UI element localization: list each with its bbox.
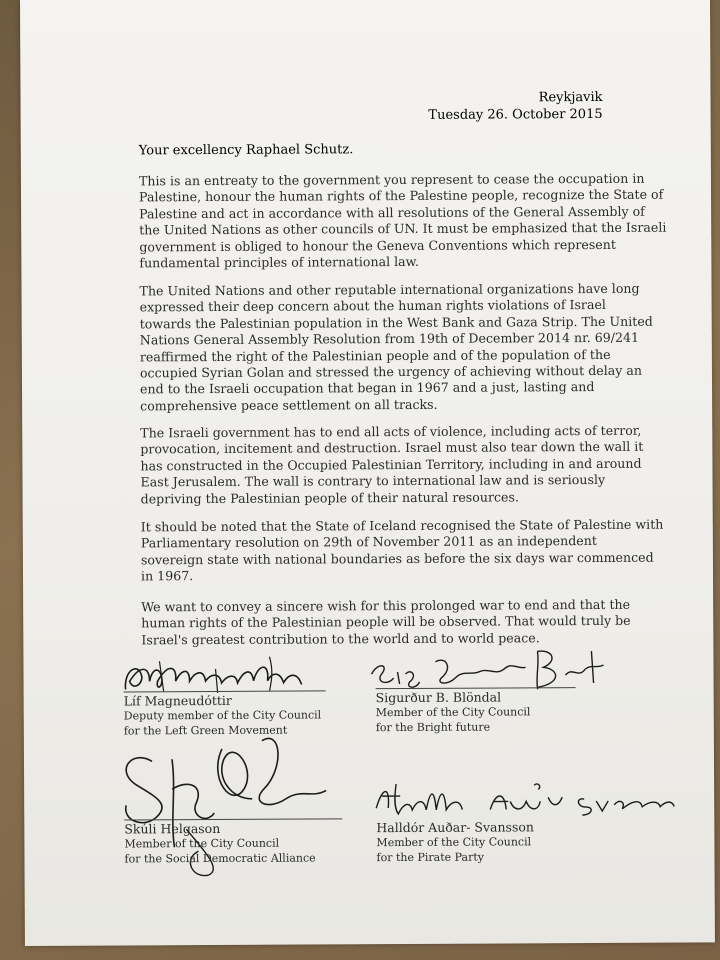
place-date-block xyxy=(370,89,602,124)
signatory-role: Deputy member of the City Council xyxy=(123,708,322,723)
text-line: Israel's greatest contribution to the world and to world peace. xyxy=(141,630,540,648)
signatory-role: Member of the City Council xyxy=(124,836,280,851)
place: Reykjavik xyxy=(538,89,603,106)
signatory-role: Member of the City Council xyxy=(376,835,532,850)
text-line: occupied Syrian Golan and stressed the urgency of achieving without delay an xyxy=(139,362,643,381)
date: Tuesday 26. October 2015 xyxy=(428,106,603,123)
signatory-party: for the Bright future xyxy=(375,720,491,735)
text-line: It should be noted that the State of Iceland recognised the State of Palestine with xyxy=(140,516,664,535)
paragraph-4 xyxy=(140,516,664,585)
text-line: in 1967. xyxy=(140,568,194,584)
paragraph-1 xyxy=(138,170,667,272)
text-line: reaffirmed the right of the Palestinian people and of the population of the xyxy=(139,346,611,365)
signatory-party: for the Pirate Party xyxy=(376,850,485,865)
signatory-name: Halldór Auðar- Svansson xyxy=(376,819,534,836)
text-line: East Jerusalem. The wall is contrary to international law and is seriously xyxy=(140,472,606,490)
text-line: This is an entreaty to the government you represent to cease the occupation in xyxy=(138,170,645,189)
text-line: The Israeli government has to end all acts of violence, including acts of terror, xyxy=(140,422,642,441)
letter-page xyxy=(20,0,715,946)
text-line: provocation, incitement and destruction. Israel must also tear down the wall it xyxy=(140,439,644,457)
signatory-name: Skúli Helgason xyxy=(124,820,221,837)
text-line: We want to convey a sincere wish for this prolonged war to end and that the xyxy=(141,596,631,615)
signature-halldor xyxy=(370,777,680,823)
paragraph-3 xyxy=(140,422,644,508)
text-line: sovereign state with national boundaries as before the six days war commenced xyxy=(140,549,654,568)
text-line: The United Nations and other reputable international organizations have long xyxy=(139,280,640,299)
text-line: human rights of the Palestinian people will be observed. That would truly be xyxy=(141,613,631,631)
signatory-party: for the Social Democratic Alliance xyxy=(124,851,316,866)
text-line: comprehensive peace settlement on all tracks. xyxy=(140,396,438,414)
signatory-name: Líf Magneudóttir xyxy=(123,692,232,709)
text-line: depriving the Palestinian people of their natural resources. xyxy=(140,489,519,507)
text-line: government is obliged to honour the Geneva Conventions which represent xyxy=(139,236,616,255)
text-line: expressed their deep concern about the human rights violations of Israel xyxy=(139,297,606,315)
text-line: Nations General Assembly Resolution from 19th of December 2014 nr. 69/241 xyxy=(139,329,640,348)
signatory-role: Member of the City Council xyxy=(375,705,531,720)
text-line: Palestine and act in accordance with all resolutions of the General Assembly of xyxy=(139,203,645,222)
signatory-party: for the Left Green Movement xyxy=(123,723,288,738)
text-line: the United Nations as other councils of UN. It must be emphasized that the Israeli xyxy=(139,219,667,238)
signatory-sigurdur xyxy=(376,689,531,735)
signatory-skuli xyxy=(124,820,315,866)
paragraph-5 xyxy=(141,596,631,649)
salutation: Your excellency Raphael Schutz. xyxy=(138,142,354,159)
text-line: end to the Israeli occupation that began in 1967 and a just, lasting and xyxy=(140,379,595,397)
signatory-name: Sigurður B. Blöndal xyxy=(375,689,502,706)
text-line: Parliamentary resolution on 29th of November 2011 as an independent xyxy=(140,533,597,551)
text-line: Palestine, honour the human rights of the Palestine people, recognize the State of xyxy=(138,187,664,205)
paragraph-2 xyxy=(139,280,653,415)
text-line: fundamental principles of international law. xyxy=(139,253,419,271)
text-line: has constructed in the Occupied Palestinian Territory, including in and around xyxy=(140,455,642,474)
text-line: towards the Palestinian population in the West Bank and Gaza Strip. The United xyxy=(139,313,653,332)
signatory-halldor xyxy=(376,819,534,865)
